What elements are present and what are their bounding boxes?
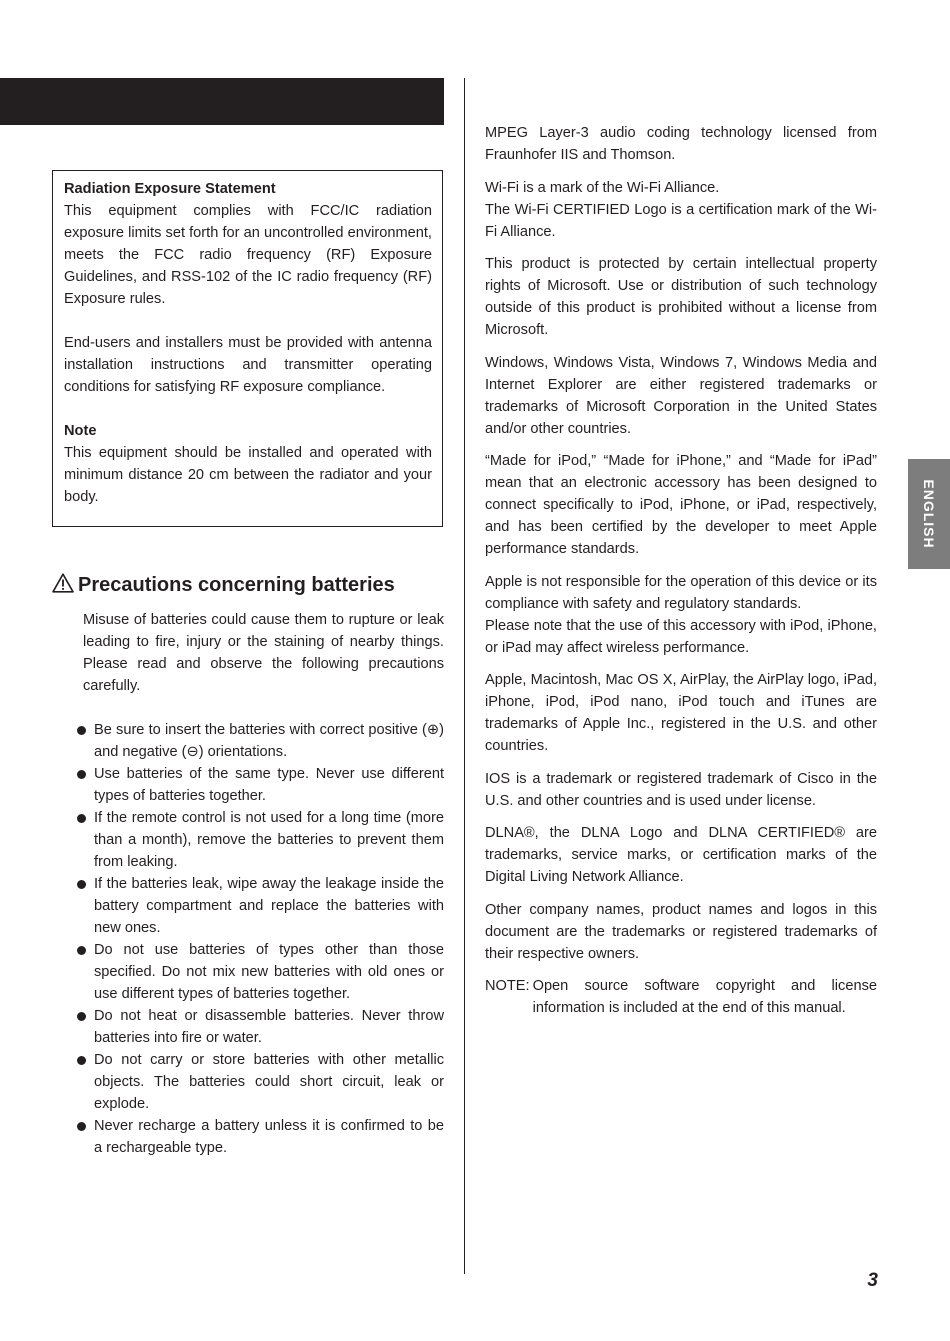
open-source-note-text: Open source software copyright and license information is included at the end of this manual. (532, 978, 877, 1016)
bullet-icon (77, 1056, 86, 1065)
precautions-heading (52, 571, 444, 599)
made-for-ipod-text: “Made for iPod,” “Made for iPhone,” and “Made for iPad” mean that an electronic accessory has been designed to connect specifically to iPod, iPhone, or iPad, respectively, and has been certified by the developer to meet Apple performance standards. (485, 453, 877, 557)
list-item-text: If the batteries leak, wipe away the leakage inside the battery compartment and replace the batteries with new ones. (94, 876, 444, 936)
warning-icon (52, 573, 74, 593)
list-item-text: Never recharge a battery unless it is confirmed to be a rechargeable type. (94, 1118, 444, 1156)
list-item (75, 763, 444, 807)
precautions-intro: Misuse of batteries could cause them to rupture or leak leading to fire, injury or the staining of nearby things. Please read and observe the following precautions carefully. (83, 612, 444, 694)
list-item (75, 1115, 444, 1159)
mpeg-license-text: MPEG Layer-3 audio coding technology licensed from Fraunhofer IIS and Thomson. (485, 125, 877, 163)
bullet-icon (77, 770, 86, 779)
list-item (75, 873, 444, 939)
language-tab (908, 459, 950, 569)
list-item (75, 807, 444, 873)
wifi-trademark-text: Wi-Fi is a mark of the Wi-Fi Alliance. The Wi-Fi CERTIFIED Logo is a certification mark of the Wi-Fi Alliance. (485, 179, 877, 240)
bullet-icon (77, 946, 86, 955)
section-header-bar (0, 78, 444, 125)
list-item (75, 939, 444, 1005)
list-item-text: Do not heat or disassemble batteries. Never throw batteries into fire or water. (94, 1008, 444, 1046)
ios-trademark-text: IOS is a trademark or registered trademark of Cisco in the U.S. and other countries and is used under license. (485, 770, 877, 809)
language-tab-label: ENGLISH (921, 479, 937, 549)
list-item (75, 719, 444, 763)
list-item (75, 1005, 444, 1049)
bullet-icon (77, 1122, 86, 1131)
bullet-icon (77, 880, 86, 889)
note-label: NOTE: (485, 978, 530, 994)
windows-trademark-text: Windows, Windows Vista, Windows 7, Windows Media and Internet Explorer are either registered trademarks or trademarks of Microsoft Corporation in the United States and/or other countries. (485, 354, 877, 437)
precautions-list (75, 719, 444, 1159)
list-item-text: Be sure to insert the batteries with correct positive (⊕) and negative (⊖) orientations. (94, 722, 444, 760)
list-item-text: Do not use batteries of types other than those specified. Do not mix new batteries with old ones or use different types of batteries together. (94, 942, 444, 1002)
bullet-icon (77, 814, 86, 823)
precautions-title: Precautions concerning batteries (78, 574, 395, 596)
list-item (75, 1049, 444, 1115)
note-text: This equipment should be installed and operated with minimum distance 20 cm between the radiator and your body. (64, 445, 432, 505)
other-trademarks-text: Other company names, product names and logos in this document are the trademarks or registered trademarks of their respective owners. (485, 901, 877, 962)
radiation-exposure-box (52, 170, 443, 527)
note-title: Note (64, 423, 97, 439)
dlna-trademark-text: DLNA®, the DLNA Logo and DLNA CERTIFIED® are trademarks, service marks, or certification marks of the Digital Living Network Alliance. (485, 825, 877, 885)
bullet-icon (77, 726, 86, 735)
apple-trademark-text: Apple, Macintosh, Mac OS X, AirPlay, the AirPlay logo, iPad, iPhone, iPod, iPod nano, iPod touch and iTunes are trademarks of Apple Inc., registered in the U.S. and other countries. (485, 672, 877, 754)
list-item-text: If the remote control is not used for a long time (more than a month), remove the batteries to prevent them from leaking. (94, 810, 444, 870)
page-number: 3 (867, 1270, 878, 1291)
radiation-exposure-text: This equipment complies with FCC/IC radiation exposure limits set forth for an uncontrolled environment, meets the FCC radio frequency (RF) Exposure Guidelines, and RSS-102 of the IC radio frequency (RF) Exposure rules. (64, 203, 432, 307)
trademark-notices (485, 122, 877, 1019)
list-item-text: Use batteries of the same type. Never use different types of batteries together. (94, 766, 444, 804)
apple-responsibility-text: Apple is not responsible for the operation of this device or its compliance with safety and regulatory standards. Please note that the use of this accessory with iPod, iPhone, or iPad may affect wireless performance. (485, 573, 877, 656)
antenna-instructions-text: End-users and installers must be provided with antenna installation instructions and transmitter operating conditions for satisfying RF exposure compliance. (64, 335, 432, 395)
bullet-icon (77, 1012, 86, 1021)
microsoft-ip-text: This product is protected by certain intellectual property rights of Microsoft. Use or distribution of such technology outside of this product is prohibited without a license from Microsoft. (485, 256, 877, 338)
open-source-note (485, 975, 877, 1019)
column-divider (464, 78, 465, 1274)
radiation-exposure-title: Radiation Exposure Statement (64, 181, 276, 197)
list-item-text: Do not carry or store batteries with other metallic objects. The batteries could short circuit, leak or explode. (94, 1052, 444, 1112)
